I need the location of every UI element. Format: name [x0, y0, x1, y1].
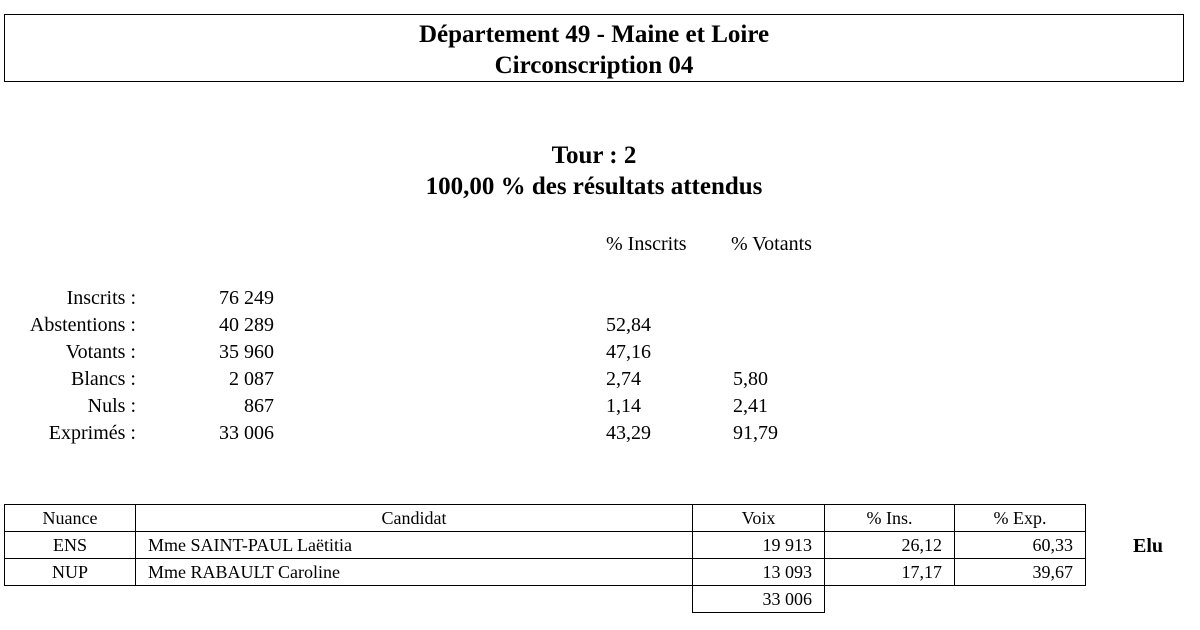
stat-row-exprimes	[0, 422, 900, 449]
results-progress: 100,00 % des résultats attendus	[425, 173, 763, 200]
stat-value: 40 289	[219, 314, 274, 336]
stat-row-blancs	[0, 368, 900, 395]
stat-pct-votants: 91,79	[733, 422, 778, 444]
department-title: Département 49 - Maine et Loire	[418, 21, 770, 48]
elected-badge: Elu	[1133, 535, 1164, 557]
stat-label: Inscrits :	[66, 287, 136, 309]
empty-cell	[5, 586, 136, 613]
stat-pct-votants: 2,41	[733, 395, 768, 417]
page-header	[4, 14, 1184, 82]
total-row	[5, 586, 1086, 613]
cell-candidat: Mme RABAULT Caroline	[136, 559, 693, 586]
col-header-pct-ins: % Ins.	[825, 505, 955, 532]
table-row	[5, 532, 1086, 559]
col-header-candidat: Candidat	[136, 505, 693, 532]
col-header-pct-votants: % Votants	[731, 233, 812, 255]
stat-row-inscrits	[0, 287, 900, 314]
cell-nuance: NUP	[5, 559, 136, 586]
col-header-nuance: Nuance	[5, 505, 136, 532]
stat-label: Votants :	[65, 341, 136, 363]
stat-pct-inscrits: 1,14	[606, 395, 641, 417]
stat-value: 2 087	[229, 368, 274, 390]
cell-pct-exp: 39,67	[955, 559, 1086, 586]
stat-pct-inscrits: 2,74	[606, 368, 641, 390]
cell-pct-ins: 17,17	[825, 559, 955, 586]
stat-row-abstentions	[0, 314, 900, 341]
results-table	[4, 504, 1086, 613]
cell-voix: 13 093	[693, 559, 825, 586]
stat-label: Blancs :	[71, 368, 136, 390]
tour-block	[0, 140, 1188, 202]
cell-nuance: ENS	[5, 532, 136, 559]
stat-row-nuls	[0, 395, 900, 422]
cell-voix: 19 913	[693, 532, 825, 559]
results-header-row	[5, 505, 1086, 532]
tour-label: Tour : 2	[551, 142, 637, 169]
stat-value: 33 006	[219, 422, 274, 444]
stat-pct-inscrits: 43,29	[606, 422, 651, 444]
total-voix: 33 006	[693, 586, 825, 613]
circonscription-title: Circonscription 04	[494, 52, 694, 79]
empty-cell	[955, 586, 1086, 613]
stat-pct-votants: 5,80	[733, 368, 768, 390]
cell-candidat: Mme SAINT-PAUL Laëtitia	[136, 532, 693, 559]
col-header-voix: Voix	[693, 505, 825, 532]
empty-cell	[136, 586, 693, 613]
stat-pct-inscrits: 52,84	[606, 314, 651, 336]
col-header-pct-exp: % Exp.	[955, 505, 1086, 532]
stat-pct-inscrits: 47,16	[606, 341, 651, 363]
col-header-pct-inscrits: % Inscrits	[606, 233, 687, 255]
stat-value: 76 249	[219, 287, 274, 309]
empty-cell	[825, 586, 955, 613]
stat-value: 867	[244, 395, 274, 417]
stat-row-votants	[0, 341, 900, 368]
stat-label: Nuls :	[87, 395, 136, 417]
table-row	[5, 559, 1086, 586]
stat-value: 35 960	[219, 341, 274, 363]
cell-pct-ins: 26,12	[825, 532, 955, 559]
cell-pct-exp: 60,33	[955, 532, 1086, 559]
stat-label: Abstentions :	[29, 314, 136, 336]
stat-label: Exprimés :	[48, 422, 136, 444]
